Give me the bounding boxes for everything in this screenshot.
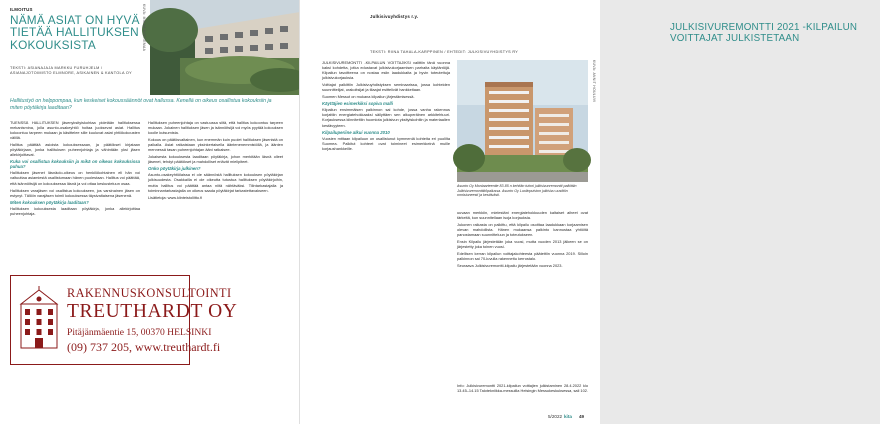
right-col1-p1: JULKISIVUREMONTTI -KILPAILUN VOITTAJIKSI valittiin tänä vuonna kaksi kohdetta, jotka edustavat julkisivukorjaamisen parhaita käytäntöjä. Kilpailun tavoitteena on nostaa esiin laadukkaita ja hyvin toteutettuja julkisivukorjauksia. [322, 60, 450, 81]
right-col1-p5: Vuosien mittaan kilpailuun on osallistunut kymmeniä kohteita eri puolilta Suomea. Palkitut kohteet ovat toimineet esimerkkeinä muille korjaushankkeille. [322, 135, 450, 151]
left-credit-2: ASIANAJOTOIMISTO ELMNORE, ASIKAINEN & KANTOLA OY [10, 71, 133, 75]
left-col1-p4: Hallituksen varajäsen voi osallistua kokoukseen, jos varsinainen jäsen on estynyt. Tällöin varajäsen toimii kokouksessa täysivaltaisena jäsenenä. [10, 187, 140, 198]
left-col1-p5: Hallituksen kokouksesta laaditaan pöytäkirja, jonka allekirjoittaa puheenjohtaja. [10, 205, 140, 216]
right-column-2 [457, 210, 588, 380]
ad-company-name: TREUTHARDT OY [67, 301, 238, 322]
right-col1-p4: Kilpailun ensimmäisen palkinnon sai kohde, jossa vanha rakennus korjattiin energiatehokkaaksi säilyttäen sen alkuperäinen arkkitehtuuri. Korjauksessa kiinnitettiin huomiota julkisivun yksityiskohtiin ja materiaalien kestävyyteen. [322, 107, 450, 128]
left-page [0, 0, 300, 424]
left-col2-p4: Asunto-osakeyhtiölaissa ei ole säännöstä hallituksen kokouksen pöytäkirjan julkisuudesta. Osakkailla ei ole oikeutta tutustua hallituksen pöytäkirjoihin, mutta hallitus voi päättää antaa niitä nähtäväksi. Tilintarkastajalla ja toiminnantarkastajalla on oikeus saada pöytäkirjat tarkastettavakseen. [148, 172, 283, 193]
right-col2-p3: Ensin Kilpailu järjestetään joka vuosi, mutta vuoden 2013 jälkeen se on järjestetty joka toinen vuosi. [457, 239, 588, 250]
left-col2-subhead: Onko pöytäkirja julkinen? [148, 166, 201, 172]
right-credit: TEKSTI: RIINA TAHALA-KARPPINEN / EHTEDIT: JULKISIVUYHDISTYS RY [370, 50, 519, 54]
right-col2-p1: uuvaan merkkiin, mielestäni energiatehokkuuden kaltaiset aiheet ovat tärkeitä, kun suunnitellaan isoja korjauksia. [457, 210, 588, 221]
treuthardt-advertisement [10, 275, 238, 365]
building-logo-icon [17, 286, 61, 350]
ad-line-1: RAKENNUSKONSULTOINTI [67, 286, 232, 300]
folio-brand: kita [564, 414, 572, 419]
right-photo-credit: KUVA: ANNIT HOULUVI [592, 60, 596, 103]
right-col2-p2: Jukonen raikasta on palkittu, että kilpailu osoittaa laadukkaan korjaamisen olevan mahdollista. Hänen mukaansa palkinto kannustaa yhtiöitä panostamaan suunnitteluun ja toteutukseen. [457, 222, 588, 238]
right-headline: JULKISIVUREMONTTI 2021 -KILPAILUN VOITTAJAT JULKISTETAAN [670, 22, 858, 44]
right-page [300, 0, 858, 424]
folio-issue: 5/2022 [548, 414, 563, 419]
left-col2-link[interactable]: Lisätietoja: www.kiinteistoliitto.fi [148, 194, 203, 200]
right-col1-subhead-2: Kilpailuperiine alkui vuonna 2010 [322, 129, 390, 135]
ad-contact: (09) 737 205, www.treuthardt.fi [67, 340, 221, 354]
right-kicker: Julkisivuyhdistys r.y. [370, 14, 419, 19]
folio-page-number: 49 [579, 414, 585, 419]
right-info-text: Info: Julkisivuremontti 2021-kilpailun voittajien julkistaminen 28.4.2022 klo 13.45–14.15 Talotekniikka-messuilla Helsingin Messukeskuksessa, sali 102. [457, 383, 588, 394]
left-col1-p3: Hallituksen jäsenet läsnäolo-oikeus on henkilökohtainen eli hän voi valtuuttaa asiamiestä osallistumaan hänen puolestaan. Hallitus voi päättää, että isännöitsijä on kokouksessa läsnä ja voi ottaa keskusteluun osaa. [10, 170, 140, 186]
left-col2-p3: Jokaisesta kokouksesta laaditaan pöytäkirja, johon merkitään läsnä olleet jäsenet, tehdyt päätökset ja mahdolliset eriävät mielipiteet. [148, 154, 283, 165]
left-credit-1: TEKSTI: ASIANAJAJA MARKKU FURUHJELM / [10, 66, 103, 70]
left-headline: NÄMÄ ASIAT ON HYVÄ TIETÄÄ HALLITUKSEN KOKOUKSISTA [10, 13, 140, 52]
left-col1-p2: Hallitus päättää asioista kokouksessaan, ja päätökset kirjataan pöytäkirjaan, jonka hallituksen puheenjohtaja ja vähintään yksi jäsen allekirjoittavat. [10, 142, 140, 158]
left-photo [150, 0, 300, 95]
right-col1-p2: Voittajat palkittiin Julkisivuyhdistyksen seminaarissa, jossa kohteiden suunnittelijat, urakoitsijat ja tilaajat esittelivät hankkeitaan. [322, 82, 450, 93]
left-lead: Hallitustyö on helppompaa, kun keskeiset kokoussäännöt ovat hallussa. Kenellä on oikeus osallistua kokouksiin ja miten pöytäkirja laaditaan? [10, 98, 272, 111]
right-column-1 [322, 60, 450, 405]
left-column-1 [10, 120, 140, 270]
right-col2-p5: Seuraava Julkisivuremontti-kilpailu järjestetään vuonna 2023. [457, 263, 563, 269]
right-col1-p3: Suomen Messut on mukana kilpailun järjestämisessä. [322, 94, 415, 100]
right-photo [457, 60, 588, 182]
right-col1-subhead: Käyttäjien esimerkiksi sopiva malli [322, 101, 393, 107]
left-col1-subhead-2: Miten kokouksen pöytäkirja laaditaan? [10, 199, 89, 205]
left-photo-credit: KUVA: MIKAA KORTEMAA [142, 4, 146, 52]
section-label: ILMOITUS [10, 7, 33, 12]
right-photo-caption: Asunto Oy Moniaarteentie 83-85 n kehitän tuloni julkisivunremontti palkittiin Julkisivuremonttikilpailussa. Asunto Oy Luolinpuiston julkisivu uusittiin onnistuneesti ja kestävästi. [457, 184, 577, 198]
left-col1-p1: TUENSSÄ HALLITUKSEN jäsenyksityiskohtaa pidetään hallituksessa mekanismina, jolla asunto-osakeyhtiö hoitaa juoksevat asiat. Hallitus kokoontuu tarpeen mukaan ja käsittelee sille kuuluvat asiat yhtiökokousten välillä. [10, 120, 140, 141]
left-col2-p1: Hallituksen puheenjohtaja on vastuussa siitä, että hallitus kokoontuu tarpeen mukaan. Jokainen hallituksen jäsen ja isännöitsijä voi myös pyytää kokouksen koolle kutsumista. [148, 120, 283, 136]
right-info-box [457, 383, 588, 411]
ad-address: Pitäjänmäentie 15, 00370 HELSINKI [67, 327, 212, 338]
left-col2-p2: Kokous on päätösvaltainen, kun enemmän kuin puolet hallituksen jäsenistä on paikalla. Asiat ratkaistaan yksinkertaisella ääntenenemmistöllä, ja äänten mennessä tasan puheenjohtajan ääni ratkaisee. [148, 137, 283, 153]
left-column-2 [148, 120, 283, 270]
left-col1-subhead: Kuka voi osallistua kokouksiin ja mikä on oikeus kokouksissa puhua? [10, 159, 140, 170]
right-col2-p4: Edellisen kerran kilpailun voittajakohteesta päätettiin vuonna 2019. Silloin palkinnon sai 70-luvulla rakennettu kerrostalo. [457, 251, 588, 262]
